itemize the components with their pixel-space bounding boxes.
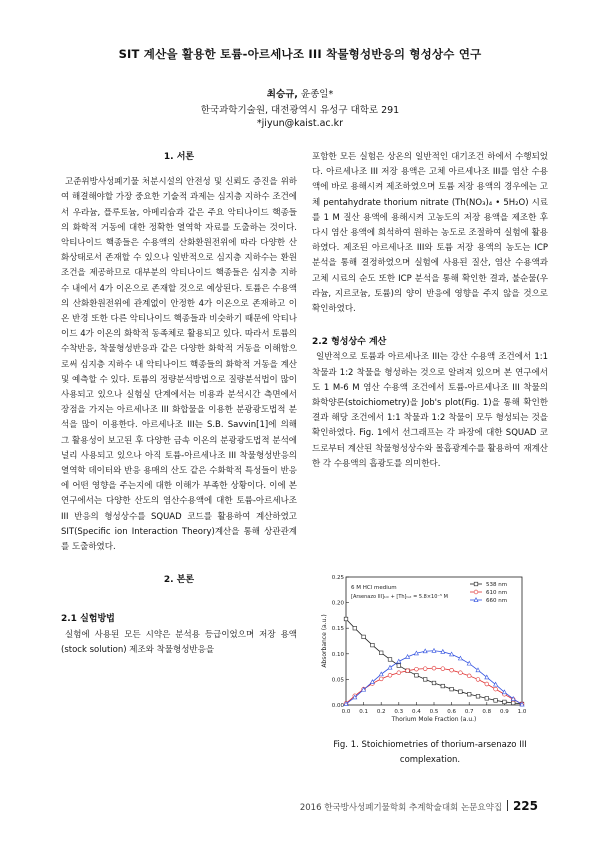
x-axis-label: Thorium Mole Fraction (a.u.) [391,716,477,723]
legend-label-660-nm: 660 nm [486,598,508,604]
x-tick-label: 0.9 [500,709,509,715]
annotation-medium: 6 M HCl medium [351,585,397,591]
data-point-610-nm [494,687,498,691]
data-point-538-nm [432,681,436,685]
data-point-538-nm [441,684,445,688]
y-tick-label: 0.25 [331,575,344,581]
y-tick-label: 0.10 [331,651,344,658]
data-point-538-nm [344,617,348,621]
x-tick-label: 0.8 [482,709,492,715]
legend-label-610-nm: 610 nm [486,590,508,596]
authors [0,86,600,100]
page-footer [300,799,538,813]
body-heading: 2. 본론 [163,575,195,586]
y-tick-label: 0.00 [331,703,344,709]
email: *jiyun@kaist.ac.kr [256,118,344,129]
y-axis-label: Absorbance (a.u.) [321,614,328,668]
data-point-610-nm [467,674,471,678]
data-point-538-nm [511,701,515,705]
data-point-610-nm [406,669,410,673]
y-tick-label: 0.15 [331,626,344,633]
y-tick-label: 0.20 [331,600,344,607]
data-point-538-nm [485,697,489,701]
data-point-610-nm [388,673,392,677]
annotation-concentration: [Arsenazo III]ₜₒₜ + [Th]ₜₒₜ = 5.8×10⁻⁵ M [351,594,448,600]
footer-divider [507,800,509,811]
x-tick-label: 0.6 [447,709,456,715]
methods-heading: 2.1 실험방법 [61,614,115,625]
right-column [312,150,548,472]
y-tick-label: 0.05 [331,677,344,684]
data-point-538-nm [388,658,392,662]
legend-marker-538-nm [474,582,478,586]
data-point-538-nm [476,694,480,698]
data-point-538-nm [371,643,375,647]
x-tick-label: 0.2 [376,709,386,715]
data-point-538-nm [459,690,463,694]
affiliation: 한국과학기술원, 대전광역시 유성구 대학로 291 [200,105,400,116]
co-author: 윤종일* [297,89,334,100]
x-tick-label: 0.3 [394,709,404,715]
data-point-538-nm [450,687,454,691]
data-point-538-nm [362,635,366,639]
data-point-538-nm [379,651,383,655]
x-tick-label: 1.0 [517,709,527,715]
data-point-610-nm [459,671,463,675]
data-point-538-nm [353,626,357,630]
x-tick-label: 0.4 [412,709,421,715]
data-point-610-nm [432,666,436,670]
x-tick-label: 0.0 [341,709,351,715]
job-plot-chart [318,573,540,723]
legend-marker-610-nm [474,590,478,594]
intro-paragraph: 고준위방사성폐기물 처분시설의 안전성 및 신뢰도 증진을 위하여 해결해야할 가장 중요한 기술적 과제는 심지층 지하수 조건에서 우라늄, 플루토늄, 아메리슘과 같은 주요 악티나이드 핵종들의 화학적 거동에 대한 정확한 열역학 자료를 도출하는 것이다. 악티나이드 핵종들은 수용액의 산화환원전위에 따라 다양한 산화상태로서 존재할 수 있으나 일반적으로 심지층 지하수는 환원조건을 제공하므로 대부분의 악티나이드 핵종들은 심지층 지하수 내에서 4가 이온으로 존재할 것으로 예상된다. 토륨은 수용액의 산화환원전위에 관계없이 안정한 4가 이온으로 존재하고 이온 반경 또한 다른 악티나이드 핵종들과 비슷하기 때문에 악티나이드 4가 이온의 화학적 동족체로 활용되고 있다. 따라서 토륨의 수착반응, 착물형성반응과 같은 다양한 화학적 거동을 이해함으로써 심지층 지하수 내 악티나이드 핵종들의 화학적 거동을 계산 및 예측할 수 있다. 토륨의 정량분석방법으로 질량분석법이 많이 사용되고 있으나 실험실 단계에서는 비용과 분석시간 측면에서 장점을 가지는 아르세나조 III 화합물을 이용한 분광광도법적 분석을 많이 이용한다. 아르세나조 III는 S.B. Savvin[1]에 의해 그 활용성이 보고된 후 다양한 금속 이온의 분광광도법적 분석에 널리 사용되고 있으나 아직 토륨-아르세나조 III 착물형성반응의 열역학 데이터와 반응 용매의 산도 같은 수화학적 특성들이 반응에 어떤 영향을 주는지에 대한 이해가 부족한 상황이다. 이에 본 연구에서는 다양한 산도의 염산수용액에 대한 토륨-아르세나조 III 반응의 형성상수를 SQUAD 코드를 활용하여 계산하였고 SIT(Specific ion Interaction Theory)계산을 통해 상관관계를 도출하였다. [61,177,297,553]
methods-paragraph-part2: 포함한 모든 실험은 상온의 일반적인 대기조건 하에서 수행되었다. 아르세나조 III 저장 용액은 고체 아르세나조 III를 염산 수용액에 바로 용해시켜 제조하였으며 토륨 저장 용액의 경우에는 고체 pentahydrate thorium nitrate (Th(NO₃)₄ • 5H₂O) 시료를 1 M 질산 용액에 용해시켜 고농도의 저장 용액을 제조한 후 다시 염산 용액에 희석하여 원하는 농도로 조절하여 실험에 활용하였다. 제조된 아르세나조 III와 토륨 저장 용액의 농도는 ICP 분석을 통해 결정하였으며 실험에 사용된 질산, 염산 수용액과 고체 시료의 순도 또한 ICP 분석을 통해 확인한 결과, 불순물(우라늄, 지르코늄, 토륨)의 양이 반응에 영향을 주지 않을 것으로 확인하였다. [312,152,548,315]
data-point-538-nm [397,664,401,668]
data-point-610-nm [379,677,383,681]
page-number: 225 [512,799,538,813]
x-tick-label: 0.7 [464,709,474,715]
data-point-610-nm [415,667,419,671]
x-tick-label: 0.5 [429,709,439,715]
data-point-610-nm [485,682,489,686]
paper-title: SIT 계산을 활용한 토륨-아르세나조 III 착물형성반응의 형성상수 연구 [118,47,482,61]
main-author: 최승규, [266,89,298,100]
intro-heading: 1. 서론 [163,152,195,162]
stoich-heading: 2.2 형성상수 계산 [312,337,387,348]
left-column [61,150,297,658]
data-point-610-nm [476,678,480,682]
footer-text: 2016 한국방사성폐기물학회 추계학술대회 논문요약집 [299,803,503,813]
stoich-paragraph: 일반적으로 토륨과 아르세나조 III는 강산 수용액 조건에서 1:1 착물과 1:2 착물을 형성하는 것으로 알려져 있으며 본 연구에서도 1 M-6 M 염산 수용액 조건에서 토륨-아르세나조 III 착물의 화학양론(stoichiometry)을 Job's plot(Fig. 1)을 통해 확인한 결과 해당 조건에서 1:1 착물과 1:2 착물이 모두 형성되는 것을 확인하였다. Fig. 1에서 선그래프는 각 파장에 대한 SQUAD 코드로부터 계산된 착물형성상수와 몰흡광계수를 활용하여 재계산한 각 수용액의 흡광도를 의미한다. [312,352,548,469]
methods-paragraph-part1: 실험에 사용된 모든 시약은 분석용 등급이었으며 저장 용액(stock solution) 제조와 착물형성반응을 [61,629,297,655]
data-point-610-nm [450,668,454,672]
legend-label-538-nm: 538 nm [486,582,508,588]
figure-caption: Fig. 1. Stoichiometries of thorium-arsenazo III complexation. [333,740,527,765]
data-point-538-nm [503,700,507,704]
data-point-538-nm [494,699,498,703]
data-point-538-nm [467,692,471,696]
data-point-538-nm [423,678,427,682]
data-point-538-nm [415,674,419,678]
data-point-610-nm [441,667,445,671]
x-tick-label: 0.1 [359,709,368,715]
data-point-610-nm [397,671,401,675]
data-point-610-nm [423,667,427,671]
